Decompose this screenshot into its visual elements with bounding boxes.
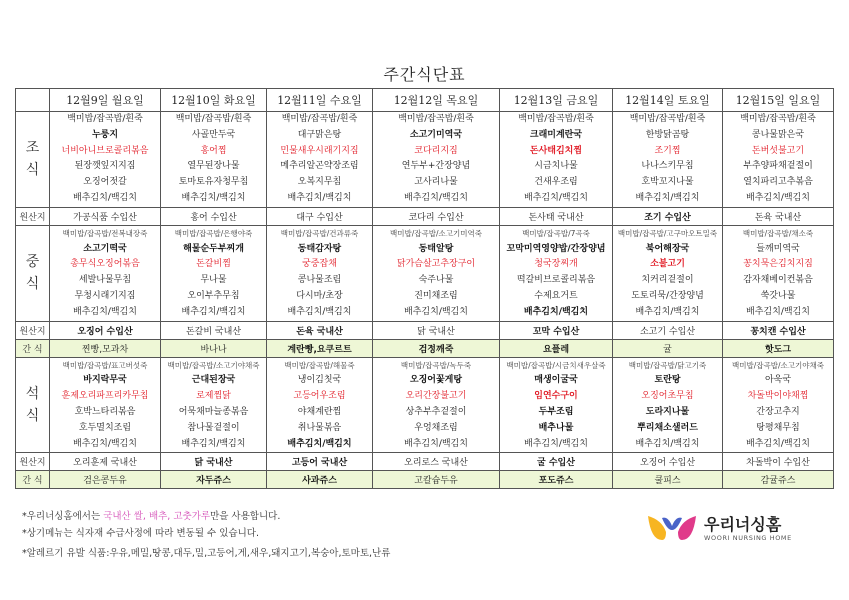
breakfast-origin-row-cell: 대구 수입산 — [267, 207, 373, 225]
menu-item: 백미밥/잡곡밥/녹두죽 — [400, 360, 472, 370]
menu-item: 된장깻잎지지짐 — [74, 161, 136, 172]
corner-cell — [16, 89, 50, 112]
menu-item: 임연수구이 — [534, 391, 578, 402]
note-menu-change: *상기메뉴는 식자재 수급사정에 따라 변동될 수 있습니다. — [22, 528, 259, 539]
menu-item: 배추김치/백김치 — [73, 438, 137, 449]
menu-item: 고등어우조림 — [293, 391, 346, 402]
logo-mark-icon — [646, 510, 698, 546]
menu-item: 근대된장국 — [191, 375, 236, 386]
menu-cell — [723, 225, 834, 321]
note-rice-origin — [22, 508, 280, 522]
lunch-origin-row-cell: 꽁치캔 수입산 — [723, 321, 834, 339]
day-header: 12월9일 월요일 — [50, 89, 161, 112]
menu-item: 호두멸치조림 — [78, 422, 132, 433]
logo-name: 우리너싱홈 — [704, 515, 782, 534]
menu-item: 돈갈비찜 — [196, 259, 231, 270]
menu-item: 궁중잡채 — [302, 259, 337, 270]
dinner-origin-row — [16, 453, 834, 471]
menu-item: 백미밥/잡곡밥/흰죽 — [281, 114, 358, 124]
menu-item: 오징어초무침 — [641, 391, 694, 402]
dinner-origin-row-cell: 굴 수입산 — [500, 453, 613, 471]
menu-item: 오복지무침 — [297, 177, 342, 188]
lunch-origin-row — [16, 321, 834, 339]
snack-row-cell: 계란빵,요쿠르트 — [267, 339, 373, 357]
menu-item: 배추김치/백김치 — [635, 306, 700, 317]
snack-row-evening-label: 간 식 — [16, 471, 50, 489]
menu-cell — [373, 357, 500, 453]
meal-label-char: 식 — [25, 407, 40, 424]
dinner-row-label — [16, 357, 50, 453]
menu-item: 꽁치묵은김치지짐 — [743, 259, 813, 270]
menu-item: 소고기떡국 — [83, 243, 127, 254]
menu-item: 배추김치/백김치 — [73, 192, 137, 203]
lunch-origin-row-label: 원산지 — [16, 321, 50, 339]
menu-item: 상추부추겉절이 — [405, 406, 467, 417]
menu-cell — [50, 225, 161, 321]
meal-label-char: 식 — [25, 162, 40, 179]
menu-cell — [500, 112, 613, 208]
menu-item: 백미밥/잡곡밥/닭고기죽 — [628, 360, 707, 370]
snack-row-cell: 귤 — [613, 339, 723, 357]
menu-item: 도라지나물 — [645, 406, 690, 417]
menu-item: 토마토유자청무침 — [178, 177, 249, 188]
menu-item: 배추김치/백김치 — [404, 306, 468, 317]
dinner-origin-row-cell: 오리로스 국내산 — [373, 453, 500, 471]
menu-item: 배추김치/백김치 — [635, 192, 700, 203]
menu-cell — [267, 112, 373, 208]
menu-item: 배추김치/백김치 — [287, 192, 352, 203]
menu-cell — [500, 225, 613, 321]
page-title: 주간식단표 — [383, 65, 466, 84]
dinner-origin-row-cell: 오징어 수입산 — [613, 453, 723, 471]
menu-item: 숙주나물 — [418, 275, 454, 286]
meal-label-char: 조 — [25, 140, 40, 157]
breakfast-origin-row — [16, 207, 834, 225]
menu-item: 감자채베이컨볶음 — [743, 275, 813, 286]
snack-row — [16, 339, 834, 357]
menu-item: 차돌박이야채찜 — [747, 391, 809, 402]
breakfast-origin-row-cell: 돈사태 국내산 — [500, 207, 613, 225]
note-text: 만을 사용합니다. — [210, 511, 281, 522]
menu-cell — [161, 112, 267, 208]
menu-item: 무나물 — [200, 275, 227, 286]
menu-item: 대구맑은탕 — [297, 129, 342, 140]
snack-row-label: 간 식 — [16, 339, 50, 357]
menu-item: 백미밥/잡곡밥/시금치새우살죽 — [506, 360, 606, 370]
menu-cell — [373, 225, 500, 321]
snack-row-cell: 찐빵,모과차 — [50, 339, 161, 357]
day-header: 12월15일 일요일 — [723, 89, 834, 112]
snack-row-evening-cell: 감귤쥬스 — [723, 471, 834, 489]
menu-item: 진미채조림 — [414, 290, 458, 301]
menu-cell — [613, 225, 723, 321]
dinner-origin-row-cell: 닭 국내산 — [161, 453, 267, 471]
menu-item: 배추김치/백김치 — [746, 306, 810, 317]
menu-item: 탕평채무침 — [756, 422, 800, 433]
menu-cell — [613, 112, 723, 208]
lunch-origin-row-cell: 돈갈비 국내산 — [161, 321, 267, 339]
menu-cell — [723, 112, 834, 208]
menu-item: 냉이김칫국 — [297, 375, 342, 386]
menu-item: 매생이굴국 — [534, 375, 578, 386]
menu-item: 참나물겉절이 — [187, 422, 240, 433]
menu-item: 야채계란찜 — [297, 406, 342, 417]
menu-item: 배추김치/백김치 — [524, 438, 588, 449]
menu-item: 시금치나물 — [534, 161, 578, 172]
snack-row-cell: 검정깨죽 — [373, 339, 500, 357]
menu-item: 북어해장국 — [645, 243, 690, 254]
menu-item: 홍어찜 — [200, 145, 227, 156]
snack-row-cell: 핫도그 — [723, 339, 834, 357]
menu-item: 배추김치/백김치 — [287, 438, 352, 449]
menu-item: 로제찜닭 — [196, 391, 231, 402]
menu-item: 백미밥/잡곡밥/흰죽 — [740, 114, 816, 124]
snack-row-evening-cell: 검은콩두유 — [50, 471, 161, 489]
menu-item: 배추김치/백김치 — [404, 438, 468, 449]
snack-row-evening-cell: 포도쥬스 — [500, 471, 613, 489]
menu-item: 배추김치/백김치 — [73, 306, 137, 317]
menu-item: 꼬막미역영양밥/간장양념 — [506, 243, 606, 254]
dinner-origin-row-cell: 고등어 국내산 — [267, 453, 373, 471]
snack-row-evening-cell: 고칼슘두유 — [373, 471, 500, 489]
snack-row-cell: 요플레 — [500, 339, 613, 357]
breakfast-origin-row-cell: 가공식품 수입산 — [50, 207, 161, 225]
meal-label-char: 석 — [25, 385, 40, 402]
menu-item: 메추리알곤약장조림 — [280, 161, 359, 172]
note-allergy: *알레르기 유발 식품:우유,메밀,땅콩,대두,밀,고등어,게,새우,돼지고기,복숭아,토마토,난류 — [22, 548, 391, 559]
menu-item: 훈제오리파프리카무침 — [61, 391, 149, 402]
menu-item: 간장고추지 — [756, 406, 800, 417]
breakfast-origin-row-cell: 홍어 수입산 — [161, 207, 267, 225]
menu-item: 부추양파채겉절이 — [743, 161, 813, 172]
breakfast-row — [16, 112, 834, 208]
menu-item: 백미밥/잡곡밥/표고버섯죽 — [62, 360, 148, 370]
breakfast-origin-row-cell: 조기 수입산 — [613, 207, 723, 225]
menu-item: 오리간장불고기 — [405, 391, 467, 402]
menu-item: 들깨미역국 — [756, 243, 800, 254]
menu-cell — [500, 357, 613, 453]
menu-item: 배추김치/백김치 — [746, 438, 810, 449]
menu-item: 오징어꽃게탕 — [409, 375, 463, 386]
menu-item: 치커리겉절이 — [641, 275, 694, 286]
menu-item: 다시마/초장 — [296, 290, 343, 301]
menu-item: 아욱국 — [764, 375, 792, 386]
lunch-origin-row-cell: 돈육 국내산 — [267, 321, 373, 339]
menu-item: 우엉채조림 — [414, 422, 458, 433]
day-header: 12월14일 토요일 — [613, 89, 723, 112]
menu-item: 도토리묵/간장양념 — [631, 290, 704, 301]
menu-item: 배추김치/백김치 — [181, 306, 246, 317]
meal-label-char: 중 — [25, 254, 40, 271]
menu-item: 열무된장나물 — [187, 161, 240, 172]
menu-item: 해물순두부찌개 — [183, 243, 244, 254]
menu-item: 세발나물무침 — [78, 275, 132, 286]
menu-item: 너비아니브로콜리볶음 — [61, 145, 149, 156]
menu-item: 백미밥/잡곡밥/전복내장죽 — [62, 228, 148, 238]
menu-cell — [161, 357, 267, 453]
menu-item: 백미밥/잡곡밥/소고기야채죽 — [732, 360, 824, 370]
menu-item: 호박느타리볶음 — [74, 406, 136, 417]
menu-item: 배추김치/백김치 — [635, 438, 700, 449]
menu-item: 백미밥/잡곡밥/고구마오트밀죽 — [617, 228, 718, 238]
menu-item: 오이부추무침 — [187, 290, 240, 301]
breakfast-origin-row-cell: 코다리 수입산 — [373, 207, 500, 225]
menu-item: 누룽지 — [91, 129, 119, 140]
menu-item: 건새우조림 — [534, 177, 578, 188]
brand-logo — [646, 510, 836, 550]
menu-item: 돈버섯불고기 — [751, 145, 805, 156]
menu-cell — [267, 357, 373, 453]
meal-label-char: 식 — [25, 276, 40, 293]
snack-row-evening-cell: 쿨피스 — [613, 471, 723, 489]
menu-item: 고사리나물 — [414, 177, 458, 188]
menu-item: 백미밥/잡곡밥/은행야죽 — [174, 228, 253, 238]
menu-item: 쑥갓나물 — [760, 290, 796, 301]
lunch-origin-row-cell: 닭 국내산 — [373, 321, 500, 339]
day-header: 12월11일 수요일 — [267, 89, 373, 112]
menu-cell — [267, 225, 373, 321]
menu-item: 떡갈비브로콜리볶음 — [516, 275, 596, 286]
dinner-origin-row-cell: 차돌박이 수입산 — [723, 453, 834, 471]
menu-item: 소불고기 — [650, 259, 685, 270]
snack-row-cell: 바나나 — [161, 339, 267, 357]
menu-cell — [161, 225, 267, 321]
menu-item: 두부조림 — [538, 406, 574, 417]
menu-item: 콩나물맑은국 — [751, 129, 805, 140]
note-text: *우리너싱홈에서는 — [22, 511, 104, 522]
menu-item: 어묵채마늘종볶음 — [178, 406, 249, 417]
menu-item: 백미밥/잡곡밥/7곡죽 — [522, 228, 590, 238]
menu-item: 조기찜 — [654, 145, 681, 156]
breakfast-origin-row-label: 원산지 — [16, 207, 50, 225]
menu-item: 백미밥/잡곡밥/흰죽 — [175, 114, 252, 124]
menu-item: 배추김치/백김치 — [181, 192, 246, 203]
menu-item: 배추김치/백김치 — [746, 192, 810, 203]
day-header-row — [16, 89, 834, 112]
note-highlight: 국내산 쌀, 배추, 고춧가루 — [103, 511, 211, 522]
menu-item: 닭가슴살고추장구이 — [396, 259, 476, 270]
menu-item: 연두부+간장양념 — [401, 161, 471, 172]
breakfast-origin-row-cell: 돈육 국내산 — [723, 207, 834, 225]
menu-item: 배추김치/백김치 — [181, 438, 246, 449]
menu-item: 민물새우시래기지짐 — [280, 145, 359, 156]
menu-item: 취나물볶음 — [297, 422, 342, 433]
day-header: 12월12일 목요일 — [373, 89, 500, 112]
menu-item: 뿌리채소샐러드 — [637, 422, 698, 433]
dinner-origin-row-label: 원산지 — [16, 453, 50, 471]
menu-item: 총무식오징어볶음 — [70, 259, 140, 270]
menu-item: 바지락무국 — [83, 375, 127, 386]
menu-item: 오징어젓갈 — [83, 177, 127, 188]
menu-item: 백미밥/잡곡밥/해물죽 — [284, 360, 355, 370]
menu-item: 백미밥/잡곡밥/흰죽 — [398, 114, 474, 124]
day-header: 12월13일 금요일 — [500, 89, 613, 112]
menu-item: 수제요거트 — [534, 290, 578, 301]
menu-item: 돈사태김치찜 — [529, 145, 583, 156]
menu-cell — [613, 357, 723, 453]
snack-row-evening-cell: 자두쥬스 — [161, 471, 267, 489]
menu-item: 백미밥/잡곡밥/흰죽 — [629, 114, 706, 124]
menu-item: 토란탕 — [654, 375, 681, 386]
menu-item: 호박꼬지나물 — [641, 177, 694, 188]
dinner-row — [16, 357, 834, 453]
menu-item: 열치파리고추볶음 — [743, 177, 813, 188]
menu-cell — [373, 112, 500, 208]
menu-item: 백미밥/잡곡밥/흰죽 — [67, 114, 143, 124]
lunch-row — [16, 225, 834, 321]
menu-item: 사골만두국 — [191, 129, 236, 140]
menu-item: 청국장찌개 — [534, 259, 578, 270]
menu-item: 동태감자탕 — [297, 243, 342, 254]
menu-item: 크래미계란국 — [529, 129, 583, 140]
snack-row-evening — [16, 471, 834, 489]
lunch-origin-row-cell: 오징어 수입산 — [50, 321, 161, 339]
menu-item: 무청시래기지짐 — [74, 290, 136, 301]
menu-item: 백미밥/잡곡밥/건과류죽 — [280, 228, 359, 238]
day-header: 12월10일 화요일 — [161, 89, 267, 112]
menu-cell — [723, 357, 834, 453]
menu-item: 배추나물 — [538, 422, 574, 433]
menu-item: 백미밥/잡곡밥/소고기야채죽 — [167, 360, 260, 370]
menu-item: 동태알탕 — [418, 243, 454, 254]
weekly-menu-table — [15, 88, 834, 489]
menu-item: 배추김치/백김치 — [287, 306, 352, 317]
breakfast-row-label — [16, 112, 50, 208]
menu-item: 백미밥/잡곡밥/흰죽 — [518, 114, 594, 124]
menu-item: 소고기미역국 — [409, 129, 463, 140]
menu-cell — [50, 357, 161, 453]
lunch-origin-row-cell: 꼬막 수입산 — [500, 321, 613, 339]
snack-row-evening-cell: 사과쥬스 — [267, 471, 373, 489]
logo-subtitle: WOORI NURSING HOME — [704, 534, 792, 542]
menu-item: 백미밥/잡곡밥/소고기미역죽 — [390, 228, 482, 238]
menu-item: 콩나물조림 — [297, 275, 342, 286]
menu-item: 배추김치/백김치 — [524, 192, 588, 203]
menu-item: 백미밥/잡곡밥/채소죽 — [742, 228, 814, 238]
dinner-origin-row-cell: 오리훈제 국내산 — [50, 453, 161, 471]
menu-cell — [50, 112, 161, 208]
menu-item: 코다리지짐 — [414, 145, 458, 156]
lunch-origin-row-cell: 소고기 수입산 — [613, 321, 723, 339]
lunch-row-label — [16, 225, 50, 321]
menu-item: 배추김치/백김치 — [404, 192, 468, 203]
menu-item: 나나스키무침 — [641, 161, 694, 172]
menu-item: 한방닭곰탕 — [645, 129, 690, 140]
menu-item: 배추김치/백김치 — [523, 306, 589, 317]
